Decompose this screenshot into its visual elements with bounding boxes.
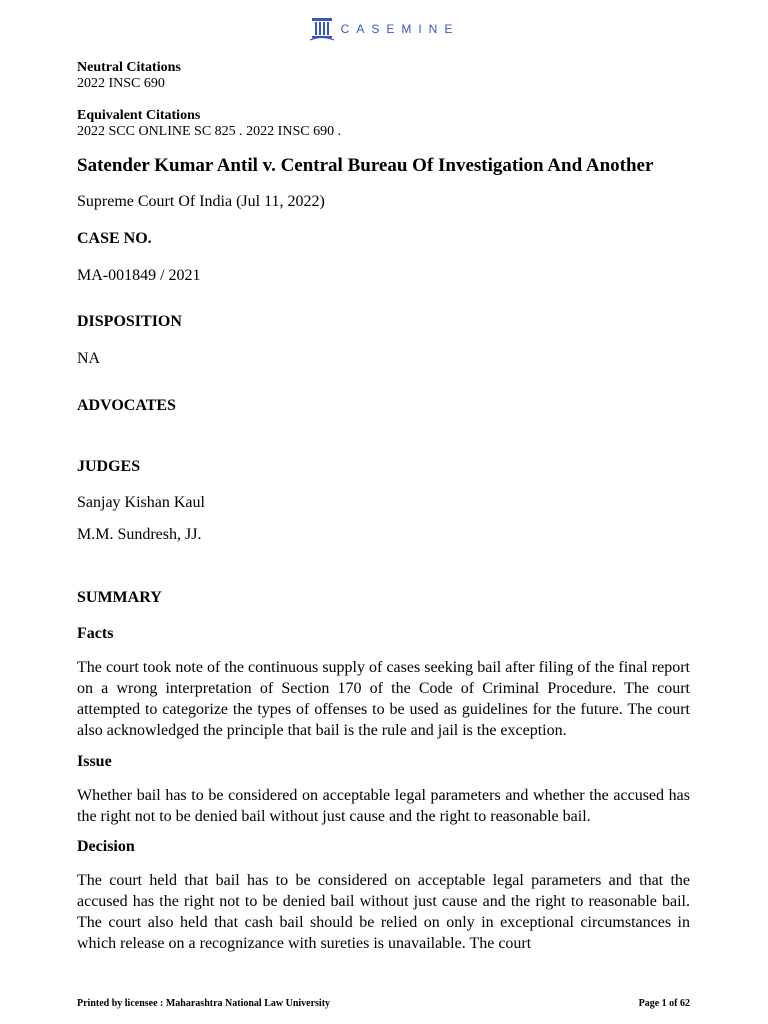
neutral-citations-value: 2022 INSC 690 <box>77 76 165 91</box>
court-date: Supreme Court Of India (Jul 11, 2022) <box>77 193 325 210</box>
judge-name: Sanjay Kishan Kaul <box>77 494 205 511</box>
issue-heading: Issue <box>77 753 112 770</box>
issue-paragraph: Whether bail has to be considered on acceptable legal parameters and whether the accused has the right not to be denied bail without just cause and the right to reasonable bail. <box>77 787 690 825</box>
casemine-logo <box>0 16 768 47</box>
neutral-citations-label: Neutral Citations <box>77 60 181 75</box>
equivalent-citations-label: Equivalent Citations <box>77 108 201 123</box>
equivalent-citations <box>77 108 690 140</box>
equivalent-citations-value: 2022 SCC ONLINE SC 825 . 2022 INSC 690 . <box>77 124 342 139</box>
facts-paragraph: The court took note of the continuous supply of cases seeking bail after filing of the final report on a wrong interpretation of Section 170 of the Code of Criminal Procedure. The court attempted to categorize the types of offenses to be used as guidelines for the future. The court also acknowledged the principle that bail is the rule and jail is the exception. <box>77 659 690 739</box>
summary-heading: SUMMARY <box>77 589 162 606</box>
facts-heading: Facts <box>77 625 114 642</box>
neutral-citations <box>77 60 690 92</box>
case-no-value: MA-001849 / 2021 <box>77 267 201 284</box>
decision-paragraph: The court held that bail has to be considered on acceptable legal parameters and that the accused has the right not to be denied bail without just cause and the right to reasonable bail. The court also held that cash bail should be relied on only in exceptional circumstances in which release on a recognizance with sureties is unavailable. The court <box>77 872 690 952</box>
page-number: Page 1 of 62 <box>638 998 690 1009</box>
case-no-heading: CASE NO. <box>77 230 152 247</box>
judge-name: M.M. Sundresh, JJ. <box>77 526 202 543</box>
disposition-heading: DISPOSITION <box>77 313 182 330</box>
advocates-heading: ADVOCATES <box>77 397 176 414</box>
page-footer <box>77 998 690 1009</box>
case-title: Satender Kumar Antil v. Central Bureau Of Investigation And Another <box>77 155 654 176</box>
decision-heading: Decision <box>77 838 135 855</box>
pillar-icon <box>309 16 335 42</box>
logo-text: CASEMINE <box>340 22 460 36</box>
judges-heading: JUDGES <box>77 458 141 475</box>
printed-by: Printed by licensee : Maharashtra National Law University <box>77 998 331 1009</box>
disposition-value: NA <box>77 350 101 367</box>
